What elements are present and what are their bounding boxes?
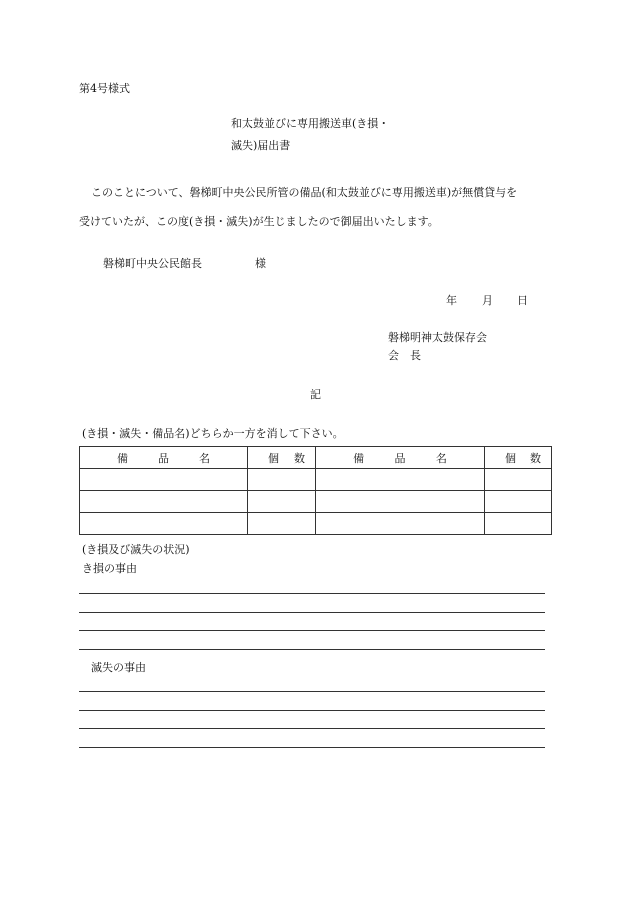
loss-reason-line[interactable] <box>79 728 545 729</box>
form-title-line2: 滅失)届出書 <box>231 139 291 152</box>
loss-reason-line[interactable] <box>79 691 545 692</box>
items-table <box>79 446 552 535</box>
table-cell[interactable] <box>485 491 552 513</box>
form-title-line1: 和太鼓並びに専用搬送車(き損・ <box>231 117 390 130</box>
table-header-row <box>80 447 552 469</box>
form-number: 第4号様式 <box>79 82 130 95</box>
table-cell[interactable] <box>248 491 316 513</box>
table-cell[interactable] <box>485 513 552 535</box>
header-quantity-2: 個 数 <box>485 447 552 469</box>
loss-reason-line[interactable] <box>79 710 545 711</box>
instruction-text: (き損・滅失・備品名)どちらか一方を消して下さい。 <box>82 427 344 440</box>
sender-title: 会 長 <box>388 349 421 362</box>
table-cell[interactable] <box>485 469 552 491</box>
table-cell[interactable] <box>248 513 316 535</box>
date-year: 年 <box>446 294 457 307</box>
table-cell[interactable] <box>80 513 248 535</box>
addressee: 磐梯町中央公民館長 <box>103 257 202 270</box>
body-text-line2: 受けていたが、この度(き損・滅失)が生じましたので御届出いたします。 <box>79 215 439 228</box>
table-cell[interactable] <box>316 469 485 491</box>
table-cell[interactable] <box>80 491 248 513</box>
addressee-honorific: 様 <box>255 257 266 270</box>
date-month: 月 <box>482 294 493 307</box>
ki-heading: 記 <box>310 388 321 401</box>
loss-reason-line[interactable] <box>79 747 545 748</box>
damage-reason-line[interactable] <box>79 612 545 613</box>
status-heading: (き損及び滅失の状況) <box>82 543 190 556</box>
loss-reason-label: 滅失の事由 <box>91 661 146 674</box>
table-cell[interactable] <box>316 491 485 513</box>
header-quantity-1: 個 数 <box>248 447 316 469</box>
table-row <box>80 469 552 491</box>
table-row <box>80 513 552 535</box>
date-day: 日 <box>517 294 528 307</box>
header-item-name-2: 備 品 名 <box>316 447 485 469</box>
table-row <box>80 491 552 513</box>
body-text-line1: このことについて、磐梯町中央公民所管の備品(和太鼓並びに専用搬送車)が無償貸与を <box>91 186 518 199</box>
header-item-name-1: 備 品 名 <box>80 447 248 469</box>
damage-reason-line[interactable] <box>79 649 545 650</box>
damage-reason-line[interactable] <box>79 630 545 631</box>
table-cell[interactable] <box>80 469 248 491</box>
damage-reason-line[interactable] <box>79 593 545 594</box>
table-cell[interactable] <box>316 513 485 535</box>
sender-organization: 磐梯明神太鼓保存会 <box>388 331 487 344</box>
damage-reason-label: き損の事由 <box>82 562 137 575</box>
table-cell[interactable] <box>248 469 316 491</box>
